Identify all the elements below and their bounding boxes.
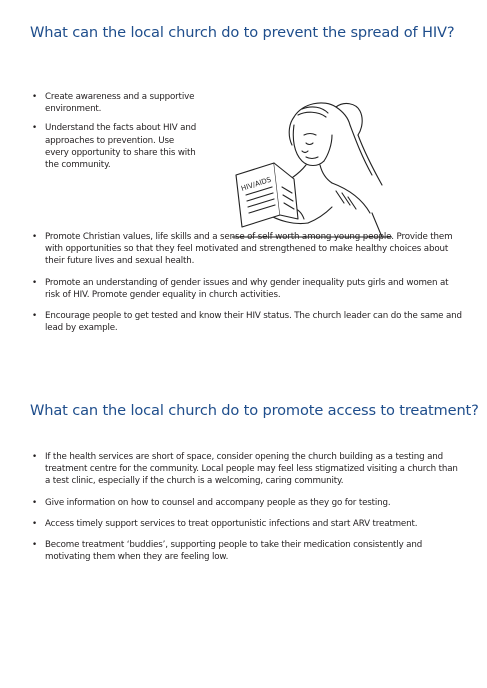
list-item-text: Promote an understanding of gender issues and why gender inequality puts girls and women at risk of HIV. Promote gender equality in church activities. <box>45 277 449 300</box>
list-item <box>32 91 200 115</box>
bullet: • <box>32 452 37 462</box>
bullet: • <box>32 123 37 134</box>
list-item <box>32 518 462 530</box>
booklet-title: HIV/AIDS <box>240 175 273 193</box>
section-2-heading: What can the local church do to promote access to treatment? <box>30 402 479 419</box>
bullet: • <box>32 518 37 529</box>
list-item <box>32 497 462 509</box>
list-item <box>32 277 462 301</box>
list-item-text: Promote Christian values, life skills and a sense of self worth among young people. Provide them with opportunities so that they feel motivated and strengthened to make healthy choices about their future lives and sexual health. <box>45 232 453 267</box>
list-item-text: Give information on how to counsel and accompany people as they go for testing. <box>45 497 391 508</box>
prevention-list <box>32 231 462 334</box>
list-item-text: Encourage people to get tested and know their HIV status. The church leader can do the same and lead by example. <box>45 311 462 334</box>
list-item-text: Become treatment ‘buddies’, supporting people to take their medication consistently and motivating them when they are feeling low. <box>45 540 423 563</box>
list-item <box>32 122 200 171</box>
bullet: • <box>32 232 37 242</box>
list-item-text: Access timely support services to treat opportunistic infections and start ARV treatment. <box>45 518 418 529</box>
list-item-text: Create awareness and a supportive environment. <box>45 92 195 115</box>
person-reading-hiv-aids-booklet-illustration <box>232 95 392 245</box>
bullet: • <box>32 92 37 102</box>
list-item <box>32 451 462 488</box>
bullet: • <box>32 311 37 322</box>
prevention-top-list <box>32 91 200 171</box>
list-item <box>32 539 462 563</box>
treatment-list <box>32 451 462 563</box>
list-item <box>32 310 462 334</box>
list-item-text: Understand the facts about HIV and approaches to prevention. Use every opportunity to share this with the community. <box>45 123 197 171</box>
bullet: • <box>32 540 37 551</box>
bullet: • <box>32 497 37 508</box>
list-item-text: If the health services are short of space, consider opening the church building as a testing and treatment centre for the community. Local people may feel less stigmatized visiting a church than a test clinic, especially if the church is a welcoming, caring community. <box>45 452 458 487</box>
bullet: • <box>32 277 37 288</box>
section-1-heading: What can the local church do to prevent the spread of HIV? <box>30 24 455 41</box>
list-item <box>32 231 462 268</box>
